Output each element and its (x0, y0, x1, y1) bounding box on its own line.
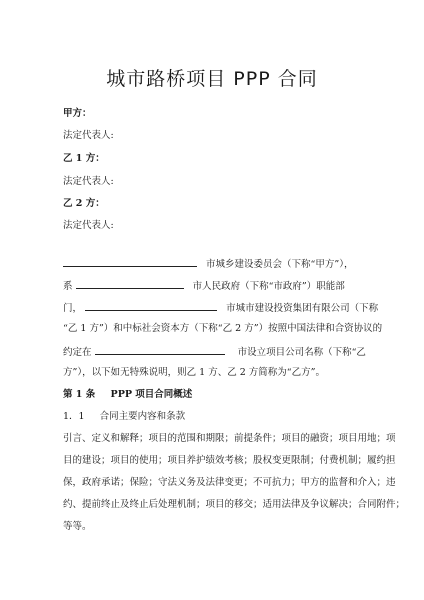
blank-line (76, 279, 184, 289)
paragraph-1-text: 系 (63, 281, 73, 292)
paragraph-1-line-2 (63, 279, 345, 293)
paragraph-2-line-2: 目的建设；项目的使用；项目养护绩效考核；股权变更限制；付费机制；履约担 (63, 455, 396, 466)
party-a-representative: 法定代表人: (63, 130, 114, 141)
paragraph-1-line-4: “乙 1 方”）和中标社会资本方（下称“乙 2 方”）按照中国法律和合资协议的 (63, 323, 383, 334)
party-b2-representative: 法定代表人: (63, 220, 114, 231)
paragraph-1-text: 市人民政府（下称“市政府”）职能部 (192, 281, 345, 292)
party-b1-label: 乙 1 方： (63, 153, 105, 164)
paragraph-2-line-5: 等等。 (63, 521, 92, 532)
paragraph-1-line-3 (63, 301, 378, 315)
blank-line (63, 257, 197, 267)
blank-line (85, 301, 217, 311)
paragraph-1-line-1 (63, 257, 354, 271)
party-b1-representative: 法定代表人: (63, 176, 114, 187)
article-number: 第 1 条 (63, 389, 96, 400)
party-a-label: 甲方： (63, 108, 92, 119)
paragraph-2-line-3: 保，政府承诺；保险；守法义务及法律变更；不可抗力；甲方的监督和介入；违 (63, 477, 396, 488)
article-1-heading (63, 389, 192, 401)
paragraph-1-line-6: 方”），以下如无特殊说明，则乙 1 方、乙 2 方简称为“乙方”。 (63, 367, 325, 378)
section-1-1-heading (63, 411, 185, 423)
paragraph-1-text: 市城市建设投资集团有限公司（下称 (226, 303, 379, 314)
paragraph-1-line-5 (63, 345, 366, 359)
paragraph-1-text: 市设立项目公司名称（下称“乙 (237, 347, 366, 358)
blank-line (95, 345, 225, 355)
party-b2-label: 乙 2 方： (63, 198, 105, 209)
document-title: 城市路桥项目 PPP 合同 (106, 68, 318, 90)
paragraph-2-line-1: 引言、定义和解释；项目的范围和期限；前提条件；项目的融资；项目用地；项 (63, 433, 396, 444)
paragraph-2-line-4: 约、提前终止及终止后处理机制；项目的移交；适用法律及争议解决；合同附件； (63, 499, 406, 510)
article-title: PPP 项目合同概述 (110, 389, 193, 400)
paragraph-1-text: 门， (63, 303, 83, 314)
paragraph-1-text: 市城乡建设委员会（下称“甲方”）， (206, 259, 354, 270)
paragraph-1-text: 约定在 (63, 347, 92, 358)
section-title: 合同主要内容和条款 (99, 411, 186, 422)
section-number: 1．1 (63, 411, 85, 422)
